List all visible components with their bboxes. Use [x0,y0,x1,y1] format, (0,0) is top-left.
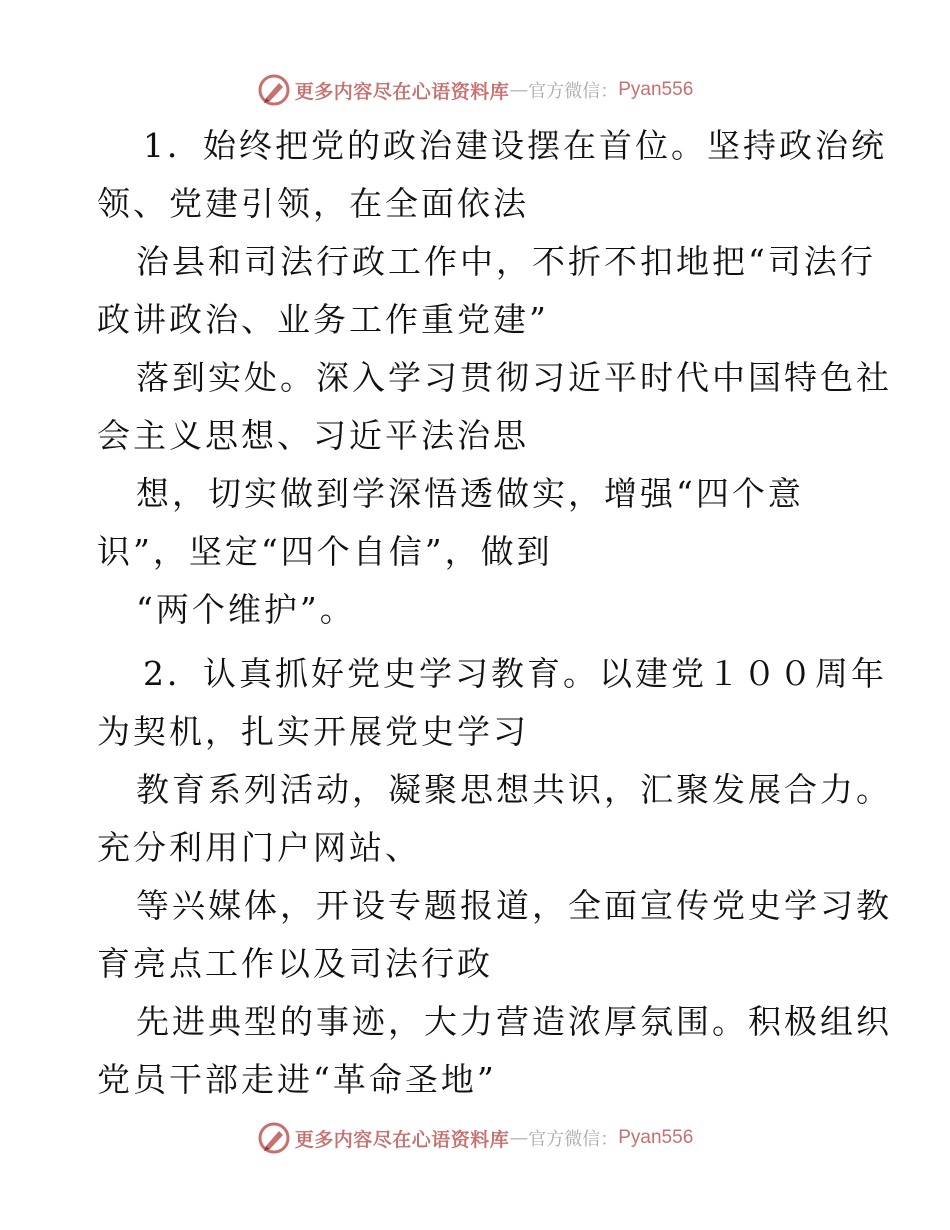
text-line: 教育系列活动，凝聚思想共识，汇聚发展合力。 [136,770,892,809]
watermark-dash: — [509,1127,529,1149]
text-line: 先进典型的事迹，大力营造浓厚氛围。积极组织 [136,1002,892,1041]
text-line: 识”，坚定“四个自信”，做到 [97,532,553,571]
watermark-main-text: 更多内容尽在心语资料库 [294,80,510,103]
text-line: 政讲政治、业务工作重党建” [97,300,549,339]
text-line: 党员干部走进“革命圣地” [97,1060,497,1099]
text-line: 治县和司法行政工作中，不折不扣地把“司法行 [136,242,876,281]
text-line: 会主义思想、习近平法治思 [97,416,529,455]
text-line: 想，切实做到学深悟透做实，增强“四个意 [136,474,804,513]
pen-logo-icon [257,1121,291,1155]
text-line: 等兴媒体，开设专题报道，全面宣传党史学习教 [136,886,892,925]
text-line: 落到实处。深入学习贯彻习近平时代中国特色社 [136,358,892,397]
text-line: 育亮点工作以及司法行政 [97,944,493,983]
watermark-sub-text: 官方微信： [528,81,619,102]
text-line: 充分利用门户网站、 [97,828,421,867]
watermark-id: Pyan556 [618,1127,694,1148]
watermark-dash: — [509,79,529,101]
watermark-id: Pyan556 [618,79,694,100]
text-line: 为契机，扎实开展党史学习 [97,712,529,751]
watermark-sub-text: 官方微信： [528,1129,619,1150]
text-line: “两个维护”。 [136,590,356,629]
text-line: 领、党建引领，在全面依法 [97,184,529,223]
text-line: 2．认真抓好党史学习教育。以建党１００周年 [143,654,887,693]
text-line: 1．始终把党的政治建设摆在首位。坚持政治统 [143,126,887,165]
watermark-main-text: 更多内容尽在心语资料库 [294,1128,510,1151]
footer-watermark [0,1118,950,1158]
